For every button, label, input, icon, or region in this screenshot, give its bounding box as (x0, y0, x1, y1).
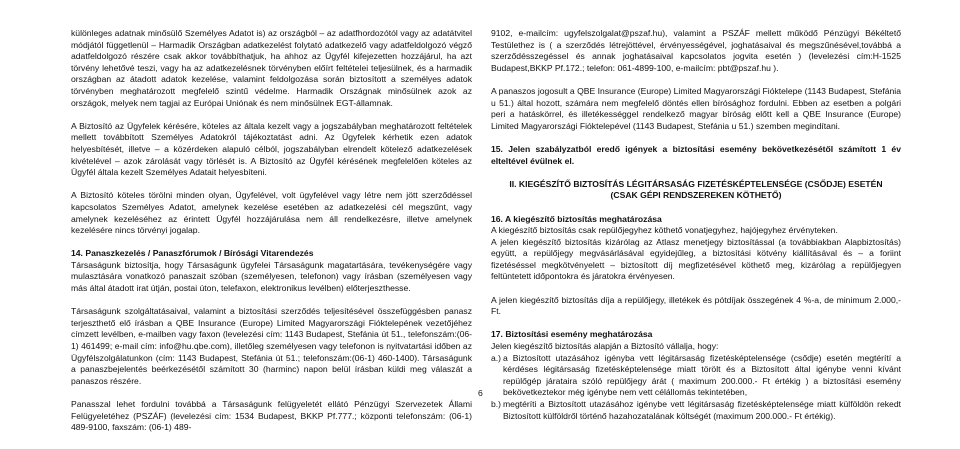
list-item-label: a.) (491, 352, 502, 363)
left-column (71, 28, 472, 434)
page-number: 6 (478, 388, 483, 398)
part-2-subtitle: (CSAK GÉPI RENDSZEREKEN KÖTHETŐ) (610, 190, 782, 201)
paragraph: Társaságunk szolgáltatásaival, valamint a biztosítási szerződés teljesítésével összefüggésben panasz terjeszthető elő írásban a QBE Insurance (Europe) Limited Magyarországi Fióktelepének vezetőjéhez címzett levélben, e-mailben vagy faxon (levelezési cím: 1143 Budapest, Stefánia út 51., telefonszám:(06-1) 461499; e-mail cím: info@hu.qbe.com), illetőleg személyesen vagy telefonon is nyitvatartási időben az Ügyfélszolgálatunkon (cím: 1143 Budapest, Stefánia út 51.; telefonszám:(06-1) 460-1400). Társaságunk a panaszbejelentés beérkezésétől számított 30 (harminc) napon belül írásban küldi meg válaszát a panaszos részére. (71, 306, 472, 386)
right-column (491, 28, 901, 422)
section-15-text: 15. Jelen szabályzatból eredő igények a biztosítási esemény bekövetkezésétől számított 1 év elteltével évülnek el. (491, 143, 901, 166)
section-16-heading: 16. A kiegészítő biztosítás meghatározása (491, 213, 662, 224)
paragraph: Jelen kiegészítő biztosítás alapján a Biztosító vállalja, hogy: (491, 341, 719, 352)
part-2-title: II. KIEGÉSZÍTŐ BIZTOSÍTÁS LÉGITÁRSASÁG FIZETÉSKÉPTELENSÉGE (CSŐDJE) ESETÉN (509, 178, 883, 189)
list-item-text: a Biztosított utazásához igényba vett légitársaság fizetésképtelensége (csődje) esetén megtérítí a kérdéses légitársaság fizetésképtelensége miatt törölt és a Biztosított által igénybe venni kívánt repülőgép járataira szóló repülőjegy árát ( maximum 200.000.- Ft értékig ) a biztosítási esemény bekövetkeztekor még igénybe nem vett célállomás tekintetében, (503, 352, 901, 398)
paragraph: A Biztosító az Ügyfelek kérésére, köteles az általa kezelt vagy a jogszabályban meghatározott feltételek mellett továbbított Személyes Adatokról tájékoztatást adni. Az Ügyfelek kérhetik ezen adatok helyesbítését, illetve – a közérdeken alapuló célból, jogszabályban elrendelt kötelező adatkezelések kivételével – azok zárolását vagy törlését is. A Biztosító az Ügyfél kérésének megfelelően köteles az Ügyfél általa kezelt Személyes Adatait helyesbíteni. (71, 120, 472, 178)
list-item (491, 353, 901, 399)
paragraph: A kiegészítő biztosítás csak repülőjegyhez köthető vonatjegyhez, hajójegyhez érvényteken. (491, 225, 838, 236)
paragraph: A panaszos jogosult a QBE Insurance (Europe) Limited Magyarországi Fióktelepe (1143 Budapest, Stefánia u 51.) által hozott, számára nem megfelelő döntés ellen bírósághoz fordulni. Ebben az esetben a polgári peri a hatáskörrel, és illetékességgel rendelkező magyar bíróság előtt kell a QBE Insurance (Europe) Limited Magyarországi Fióktelepével (1143 Budapest, Stefánia u 51.) szemben megindítani. (491, 85, 901, 131)
paragraph: különleges adatnak minősülő Személyes Adatot is) az országból – az adatfhordozótól vagy az adatátvitel módjától függetlenül – Harmadik Országban adatkezelést folytató adatkezelő vagy adatfeldolgozó végző adatfeldolgozó részére csak akkor továbbíthatjuk, ha ahhoz az Ügyfél kifejezetten hozzájárul, ha azt törvény lehetővé teszi, vagy ha az adatkezelésnek törvényben előírt feltételei teljesülnek, és a harmadik országban az átadott adatok kezelése, valamint feldolgozása során biztosított a személyes adatok törvényben meghatározott megfelelő szintű védelme. Harmadik Országnak minősülnek azok az országok, melyek nem tagjai az Európai Uniónak és nem minősülnek EGT-államnak. (71, 28, 472, 108)
paragraph: Társaságunk biztosítja, hogy Társaságunk ügyfelei Társaságunk magatartására, tevékenységére vagy mulasztására vonatkozó panaszait szóban (személyesen, telefonon) vagy írásban (személyesen vagy más által átadott irat útján, postai úton, telefaxon, elektronikus levélben) előterjeszthesse. (71, 259, 472, 294)
paragraph: 9102, e-mailcím: ugyfelszolgalat@pszaf.hu), valamint a PSZÁF mellett működő Pénzügyi Békéltető Testülethez is ( a szerződés létrejöttével, érvényességével, joghatásaival és megszűnésével,továbbá a szerződésszegéssel és annak joghatásaival kapcsolatos jogvita esetén ) (levelezési cím:H-1525 Budapest,BKKP Pf.172.; telefon: 061-4899-100, e-mailcím: pbt@pszaf.hu ). (491, 28, 901, 73)
section-14-heading: 14. Panaszkezelés / Panaszfórumok / Bírósági Vitarendezés (71, 248, 314, 259)
list-item (491, 399, 901, 422)
paragraph: A jelen kiegészítő biztosítás díja a repülőjegy, illetékek és pótdíjak összegének 4 %-a, de minimum 2.000,- Ft. (491, 294, 901, 317)
paragraph: Panasszal lehet fordulni továbbá a Társaságunk felügyeletét ellátó Pénzügyi Szervezetek Állami Felügyeletéhez (PSZÁF) (levelezési cím: 1534 Budapest, BKKP Pf.777.; központi telefonszám: (06-1) 489-9100, faxszám: (06-1) 489- (71, 399, 472, 433)
paragraph: A Biztosító köteles törölni minden olyan, Ügyfelével, volt ügyfelével vagy létre nem jött szerződéssel kapcsolatos Személyes Adatot, amelynek kezelése esetében az adatkezelési cél megszűnt, vagy amelynek kezeléséhez az érintett Ügyfél hozzájárulása nem áll rendelkezésre, illetve amelynek kezelésére nincs törvényi jogalap. (71, 190, 472, 236)
list-item-label: b.) (491, 399, 502, 409)
section-17-heading: 17. Biztosítási esemény meghatározása (491, 329, 653, 340)
list-item-text: megtéríti a Biztosított utazásához igénybe vett légitársaság fizetésképtelensége miatt külföldön rekedt Biztosított külföldről történő hazahozatalának költségét (maximum 200.000.- Ft értékig). (503, 399, 901, 421)
paragraph: A jelen kiegészítő biztosítás kizárólag az Atlasz menetjegy biztosítással (a továbbiakban Alapbiztosítás) együtt, a repülőjegy megvásárlásával egyidejűleg, a biztosítási kötvény kiállításával és – a foriint fizetéséssel megkötvényelett – biztosított díj megfizetésével köthető meg, kizárólag a repülőjegyen feltüntetett időpontokra és járatokra érvényesen. (491, 236, 901, 282)
